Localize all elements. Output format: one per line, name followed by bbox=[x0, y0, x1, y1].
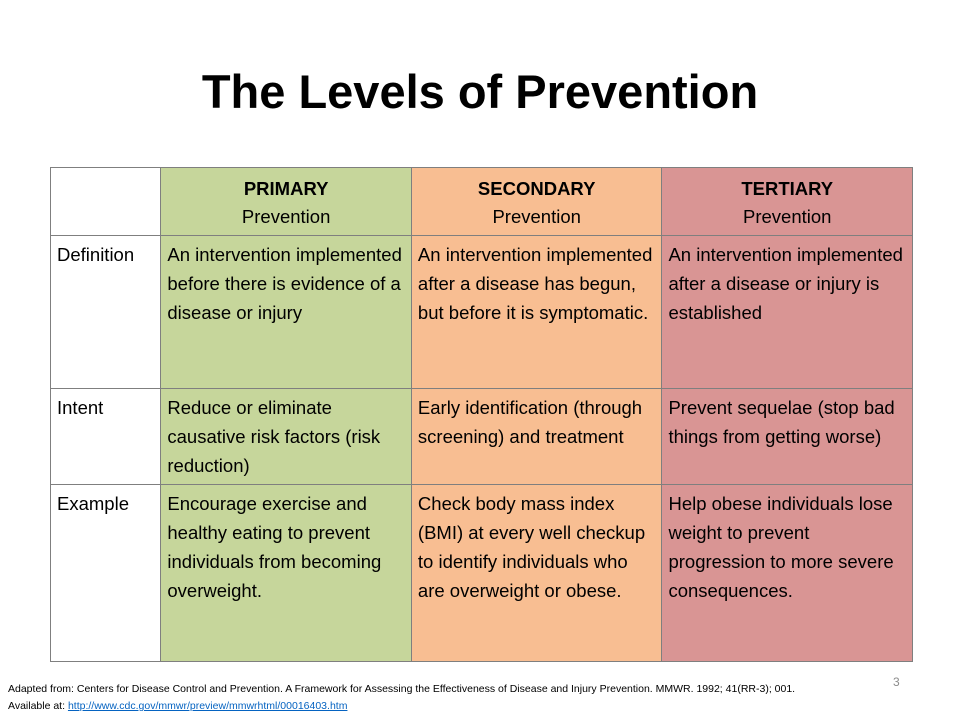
header-primary bbox=[161, 168, 412, 236]
cell-definition-secondary: An intervention implemented after a disease has begun, but before it is symptomatic. bbox=[411, 236, 662, 389]
header-primary-sub: Prevention bbox=[241, 206, 331, 227]
cell-intent-tertiary: Prevent sequelae (stop bad things from getting worse) bbox=[662, 389, 913, 485]
table-row-intent bbox=[51, 389, 913, 485]
header-primary-level: PRIMARY bbox=[243, 178, 329, 199]
cell-definition-tertiary: An intervention implemented after a disease or injury is established bbox=[662, 236, 913, 389]
cell-definition-primary: An intervention implemented before there is evidence of a disease or injury bbox=[161, 236, 412, 389]
row-label-example: Example bbox=[51, 485, 161, 662]
slide-title: The Levels of Prevention bbox=[201, 65, 759, 118]
header-blank-cell bbox=[51, 168, 161, 236]
header-tertiary-sub: Prevention bbox=[743, 206, 832, 227]
header-secondary-level: SECONDARY bbox=[477, 178, 596, 199]
cell-example-tertiary: Help obese individuals lose weight to prevent progression to more severe consequences. bbox=[662, 485, 913, 662]
prevention-levels-table bbox=[50, 167, 913, 662]
availability-prefix: Available at: bbox=[8, 700, 68, 712]
row-label-definition: Definition bbox=[51, 236, 161, 389]
page-number: 3 bbox=[893, 675, 900, 689]
row-label-intent: Intent bbox=[51, 389, 161, 485]
cell-intent-primary: Reduce or eliminate causative risk factors (risk reduction) bbox=[161, 389, 412, 485]
citation-footer bbox=[8, 681, 958, 715]
cell-example-secondary: Check body mass index (BMI) at every well checkup to identify individuals who are overweight or obese. bbox=[411, 485, 662, 662]
availability-line bbox=[8, 698, 958, 715]
cell-example-primary: Encourage exercise and healthy eating to prevent individuals from becoming overweight. bbox=[161, 485, 412, 662]
header-secondary bbox=[411, 168, 662, 236]
header-row bbox=[51, 168, 913, 236]
cell-intent-secondary: Early identification (through screening) and treatment bbox=[411, 389, 662, 485]
citation-link[interactable]: http://www.cdc.gov/mmwr/preview/mmwrhtml/00016403.htm bbox=[67, 700, 348, 712]
header-secondary-sub: Prevention bbox=[492, 206, 581, 227]
citation-text: Adapted from: Centers for Disease Control and Prevention. A Framework for Assessing the Effectiveness of Disease and Injury Prevention. MMWR. 1992; 41(RR-3); 001. bbox=[8, 683, 796, 695]
table-row-example bbox=[51, 485, 913, 662]
header-tertiary-level: TERTIARY bbox=[741, 178, 834, 199]
header-tertiary bbox=[662, 168, 913, 236]
table-row-definition bbox=[51, 236, 913, 389]
